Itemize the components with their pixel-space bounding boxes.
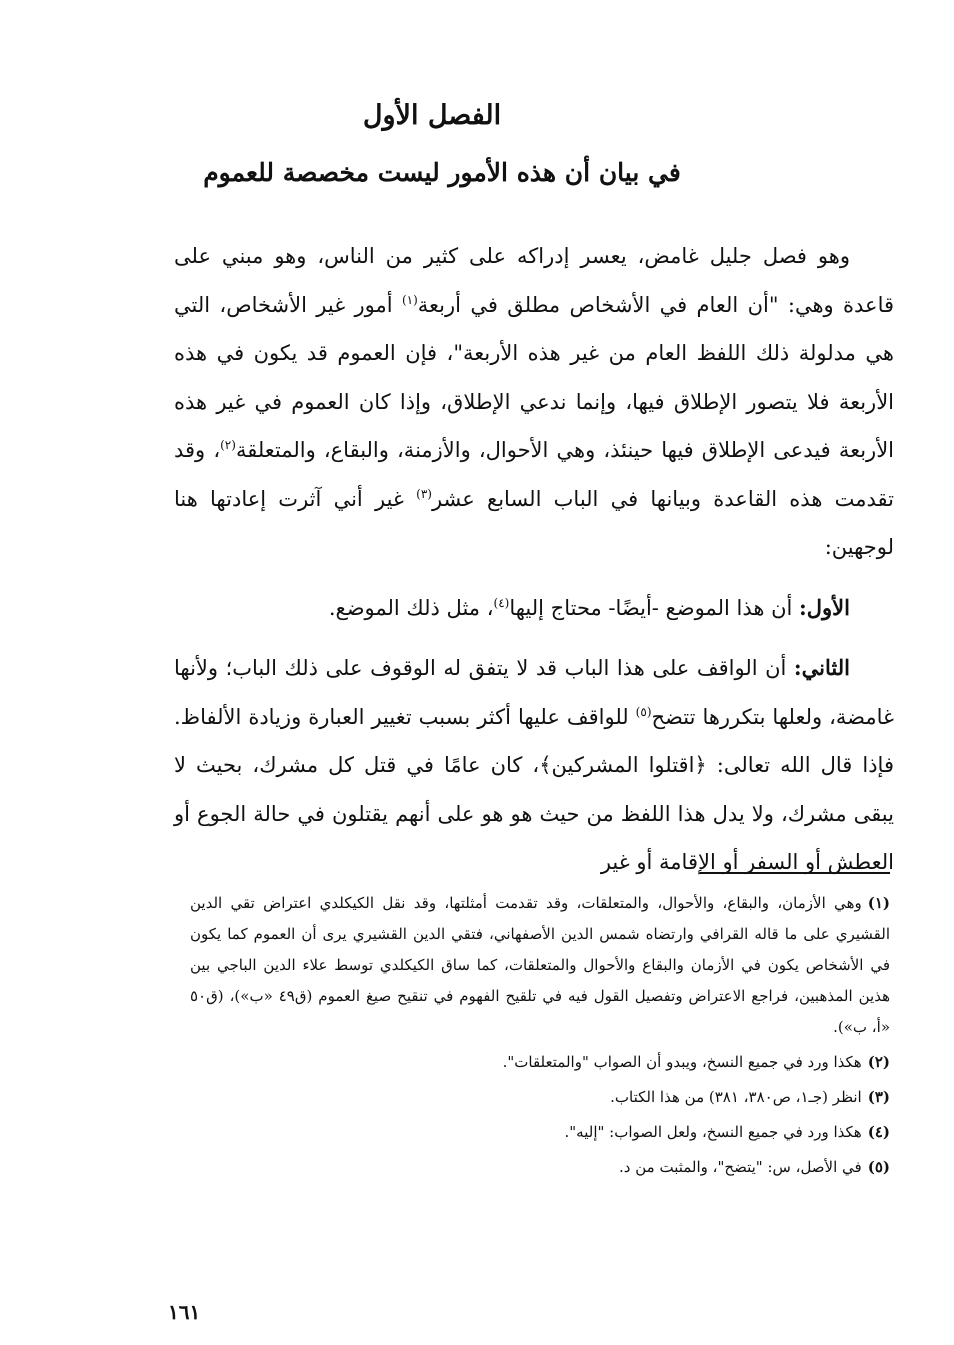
- footnote-number: (٣): [867, 1088, 890, 1106]
- point-text: ، مثل ذلك الموضع.: [328, 595, 494, 620]
- paragraph-intro: [174, 232, 894, 572]
- footnote-number: (٥): [867, 1158, 890, 1176]
- footnote: [190, 1082, 890, 1113]
- footnote-text: في الأصل، س: "يتضح"، والمثبت من د.: [619, 1158, 862, 1176]
- paragraph-text: غير أني آثرت إعادتها هنا لوجهين:: [174, 486, 894, 559]
- point-text: للواقف عليها أكثر بسبب تغيير العبارة وزيادة الألفاظ. فإذا قال الله تعالى: ﴿اقتلوا المشركين﴾، كان عامًا في قتل كل مشرك، بحيث لا يبقى مشرك، ولا يدل هذا اللفظ من حيث هو هو على أنهم يقتلون في حالة الجوع أو العطش أو السفر أو الإقامة أو غير: [174, 704, 894, 874]
- footnote-text: هكذا ورد في جميع النسخ، ولعل الصواب: "إليه".: [564, 1123, 862, 1141]
- footnote: [190, 1117, 890, 1148]
- point-first: [174, 584, 894, 633]
- footnote-text: انظر (جـ١، ص٣٨٠، ٣٨١) من هذا الكتاب.: [610, 1088, 862, 1106]
- paragraph-text: وهو فصل جليل غامض، يعسر إدراكه على كثير من الناس، وهو مبني على قاعدة وهي: "أن العام في الأشخاص مطلق في أربعة: [174, 244, 895, 317]
- footnote-number: (١): [867, 894, 890, 912]
- footnote-ref: (٤): [493, 595, 510, 610]
- footnotes-section: [190, 888, 890, 1187]
- chapter-subtitle: في بيان أن هذه الأمور ليست مخصصة للعموم: [203, 158, 681, 187]
- footnote-number: (٢): [867, 1053, 890, 1071]
- footnote-text: هكذا ورد في جميع النسخ، ويبدو أن الصواب "والمتعلقات".: [502, 1053, 862, 1071]
- paragraph-text: ، وقد تقدمت هذه القاعدة وبيانها في الباب السابع عشر: [174, 438, 894, 511]
- footnote: [190, 888, 890, 1043]
- chapter-title: الفصل الأول: [362, 100, 502, 131]
- footnote-number: (٤): [867, 1123, 890, 1141]
- footnote: [190, 1047, 890, 1078]
- footnote: [190, 1152, 890, 1183]
- point-text: أن الواقف على هذا الباب قد لا يتفق له الوقوف على ذلك الباب؛ ولأنها غامضة، ولعلها بتكررها تتضح: [174, 656, 894, 729]
- point-text: أن هذا الموضع -أيضًا- محتاج إليها: [509, 595, 800, 620]
- footnote-text: وهي الأزمان، والبقاع، والأحوال، والمتعلقات، وقد تقدمت أمثلتها، وقد نقل الكيكلدي اعتراض تقي الدين القشيري على ما قاله القرافي وارتضاه شمس الدين الأصفهاني، فتقي الدين القشيري يرى أن العموم كما يكون في الأشخاص يكون في الأزمان والبقاع والأحوال والمتعلقات، كما ساق الكيكلدي توسط علاء الدين الباجي بين هذين المذهبين، فراجع الاعتراض وتفصيل القول فيه في تلقيح الفهوم في تنقيح صيغ العموم (ق٤٩ «ب»)، (ق٥٠ «أ، ب»).: [190, 894, 890, 1036]
- point-label: الثاني:: [793, 655, 850, 680]
- footnote-ref: (٥): [635, 704, 652, 719]
- footnote-divider: [700, 872, 890, 874]
- footnote-ref: (٣): [416, 486, 432, 501]
- body-text: [174, 232, 894, 887]
- point-label: الأول:: [799, 594, 850, 620]
- paragraph-text: أمور غير الأشخاص، التي هي مدلولة ذلك اللفظ العام من غير هذه الأربعة"، فإن العموم قد يكون في هذه الأربعة فلا يتصور الإطلاق فيها، وإنما ندعي الإطلاق، وإذا كان العموم في غير هذه الأربعة فيدعى الإطلاق فيها حينئذ، وهي الأحوال، والأزمنة، والبقاع، والمتعلقة: [174, 292, 895, 462]
- footnote-ref: (١): [401, 292, 418, 307]
- point-second: [174, 644, 894, 887]
- footnote-ref: (٢): [220, 438, 236, 452]
- page-number: ١٦١: [168, 1300, 201, 1324]
